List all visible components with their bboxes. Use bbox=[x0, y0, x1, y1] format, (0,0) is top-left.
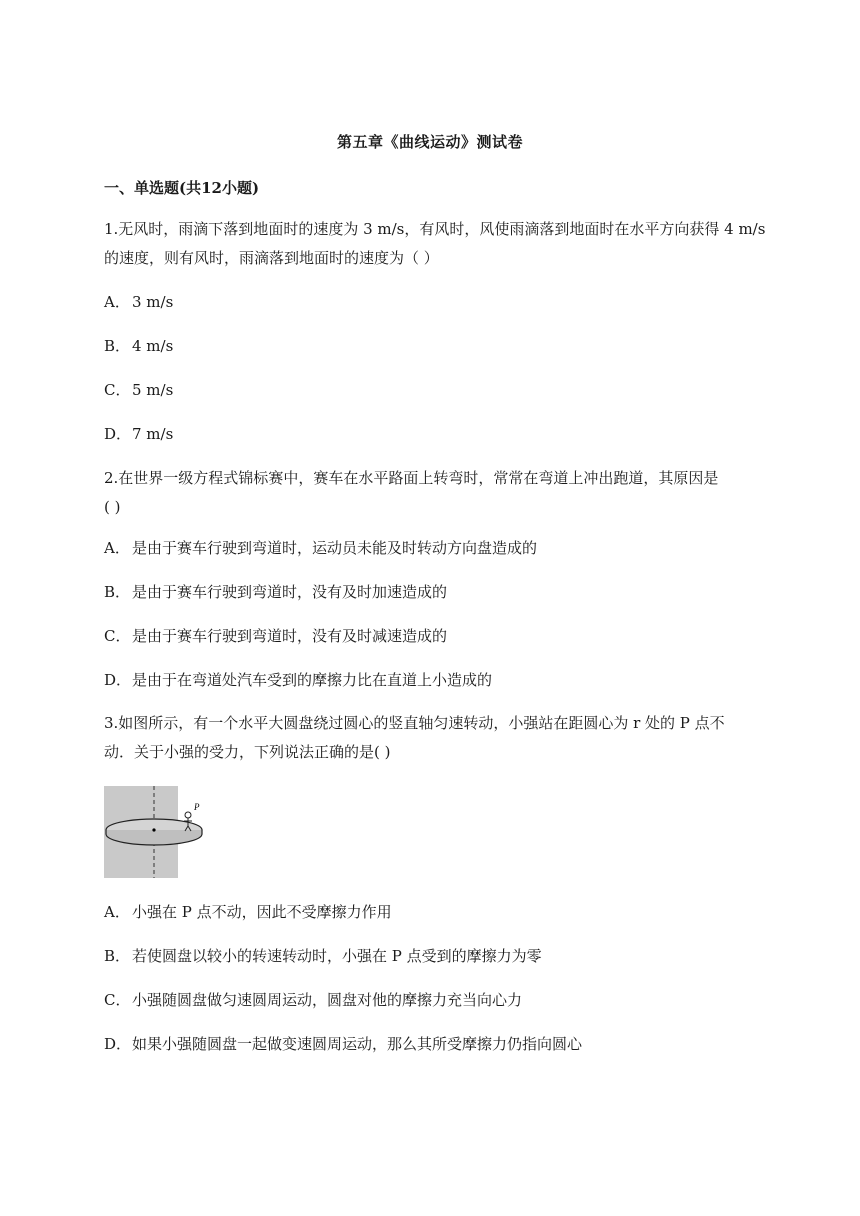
option-label: D． bbox=[104, 425, 132, 443]
disk-edge bbox=[106, 830, 202, 845]
option-label: B． bbox=[104, 337, 131, 355]
question-2-option-b bbox=[104, 582, 447, 602]
option-text: 是由于赛车行驶到弯道时，没有及时减速造成的 bbox=[132, 627, 448, 645]
question-3-line-1: 3.如图所示，有一个水平大圆盘绕过圆心的竖直轴匀速转动，小强站在距圆心为 r 处的 P 点不 bbox=[104, 714, 725, 732]
page-title: 第五章《曲线运动》测试卷 bbox=[336, 133, 523, 151]
question-2-line-2: ( ) bbox=[104, 498, 121, 516]
option-label: A． bbox=[104, 539, 130, 557]
option-label: B． bbox=[104, 583, 131, 601]
question-1-option-c bbox=[104, 380, 173, 400]
option-text: 若使圆盘以较小的转速转动时，小强在 P 点受到的摩擦力为零 bbox=[132, 947, 542, 965]
question-2-option-a bbox=[104, 538, 537, 558]
option-label: A． bbox=[104, 293, 130, 311]
option-text: 是由于在弯道处汽车受到的摩擦力比在直道上小造成的 bbox=[132, 671, 493, 689]
rotating-disk-figure bbox=[104, 786, 200, 878]
question-2-option-d bbox=[104, 670, 492, 690]
option-text: 4 m/s bbox=[132, 337, 174, 355]
question-3-option-a bbox=[104, 902, 392, 922]
option-text: 是由于赛车行驶到弯道时，运动员未能及时转动方向盘造成的 bbox=[132, 539, 538, 557]
option-text: 3 m/s bbox=[132, 293, 174, 311]
option-label: C． bbox=[104, 991, 131, 1009]
option-text: 是由于赛车行驶到弯道时，没有及时加速造成的 bbox=[132, 583, 448, 601]
option-text: 7 m/s bbox=[132, 425, 174, 443]
question-2-line-1: 2.在世界一级方程式锦标赛中，赛车在水平路面上转弯时，常常在弯道上冲出跑道，其原因是 bbox=[104, 469, 719, 487]
rotating-disk-diagram bbox=[104, 786, 200, 878]
question-1-line-1: 1.无风时，雨滴下落到地面时的速度为 3 m/s，有风时，风使雨滴落到地面时在水平方向获得 4 m/s bbox=[104, 220, 766, 238]
question-1-option-b bbox=[104, 336, 173, 356]
question-3-option-d bbox=[104, 1034, 582, 1054]
section-heading: 一、单选题(共12小题) bbox=[104, 179, 260, 197]
option-label: A． bbox=[104, 903, 130, 921]
option-text: 如果小强随圆盘一起做变速圆周运动，那么其所受摩擦力仍指向圆心 bbox=[132, 1035, 583, 1053]
question-2-option-c bbox=[104, 626, 447, 646]
option-label: D． bbox=[104, 1035, 132, 1053]
disk-center bbox=[152, 828, 155, 831]
question-1-option-a bbox=[104, 292, 173, 312]
option-text: 小强随圆盘做匀速圆周运动，圆盘对他的摩擦力充当向心力 bbox=[132, 991, 523, 1009]
option-text: 小强在 P 点不动，因此不受摩擦力作用 bbox=[132, 903, 392, 921]
question-1-option-d bbox=[104, 424, 173, 444]
question-3-option-c bbox=[104, 990, 522, 1010]
question-3-line-2: 动．关于小强的受力，下列说法正确的是( ) bbox=[104, 743, 391, 761]
option-label: B． bbox=[104, 947, 131, 965]
option-label: C． bbox=[104, 381, 131, 399]
option-label: D． bbox=[104, 671, 132, 689]
option-label: C． bbox=[104, 627, 131, 645]
question-1-line-2: 的速度，则有风时，雨滴落到地面时的速度为（ ） bbox=[104, 249, 439, 267]
question-3-option-b bbox=[104, 946, 542, 966]
point-p-label: P bbox=[194, 802, 200, 812]
option-text: 5 m/s bbox=[132, 381, 174, 399]
